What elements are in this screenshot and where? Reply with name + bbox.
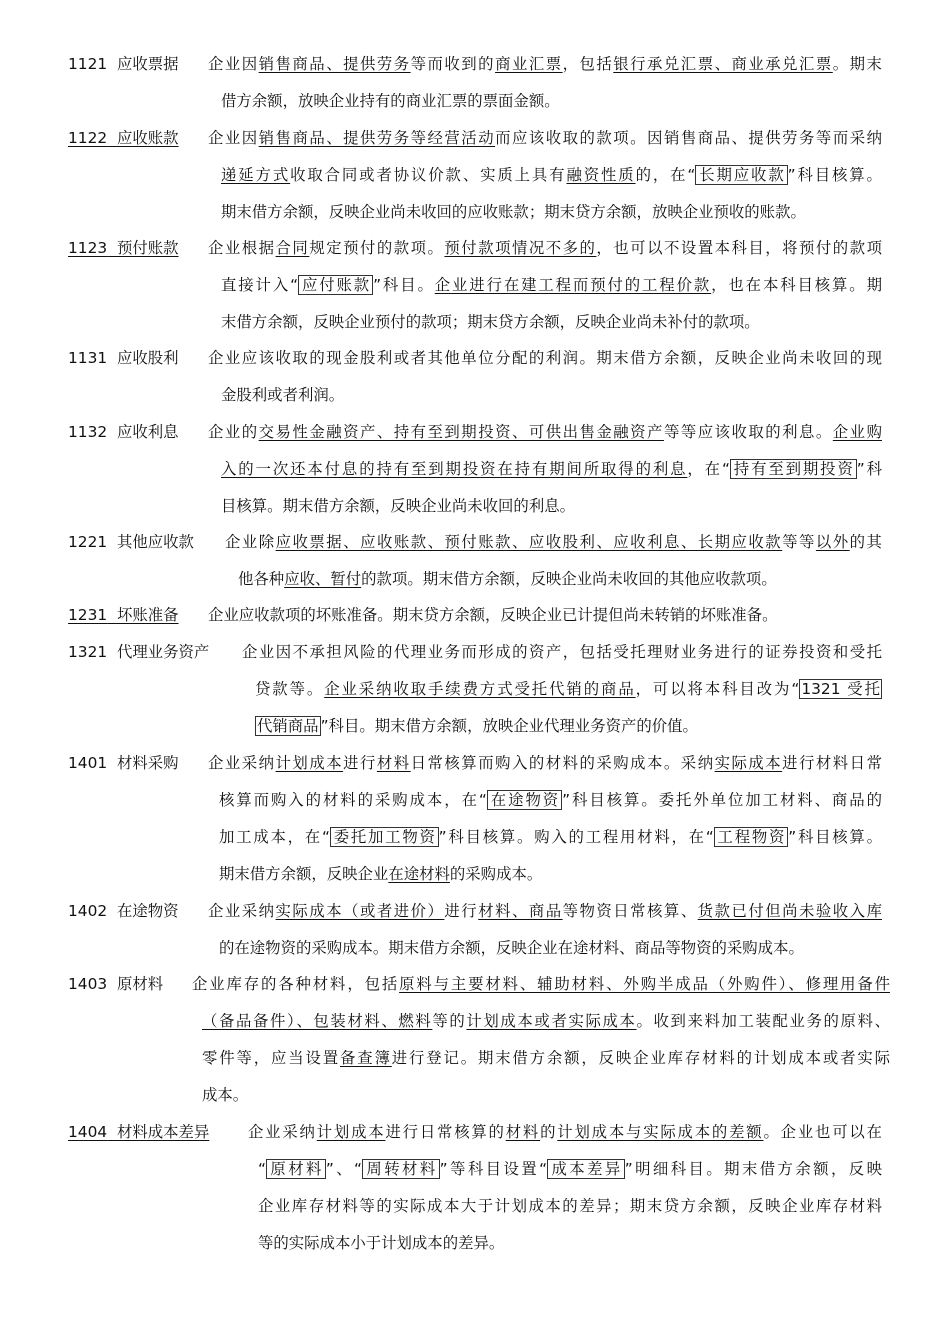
account-name: 其他应收款 [116,533,194,551]
underlined-term: 销售商品、提供劳务 [258,55,411,73]
underlined-term: 计划成本 [275,754,344,772]
account-name: 坏账准备 [116,606,179,624]
account-name: 预付账款 [116,239,179,257]
account-name: 应收股利 [116,349,179,367]
boxed-account-reference: 应付账款 [300,276,372,294]
boxed-account-reference: 委托加工物资 [331,828,437,846]
text-segment: 他各种 [238,570,285,588]
text-segment: 企业因不承担风险的代理业务而形成的资产，包括受托理财业务进行的证券投资和受托 [242,643,882,661]
description-line [255,716,698,736]
account-code: 1402 [68,902,108,920]
text-segment: 等而收到的 [410,55,496,73]
text-segment: ，包括 [562,55,614,73]
description-line [221,202,806,222]
account-code: 1121 [68,55,108,73]
account-code: 1401 [68,754,108,772]
text-segment: ”、“ [325,1160,362,1178]
text-segment: 规定预付的款项。 [309,239,445,257]
underlined-term: 计划成本与实际成本的差额 [557,1123,764,1141]
description-line [208,128,882,148]
text-segment: 的 [540,1123,558,1141]
description-line [238,569,777,589]
text-segment: ”明细科目。期末借方余额，反映 [624,1160,882,1178]
text-segment: 企业库存材料等的实际成本大于计划成本的差异；期末贷方余额，反映企业库存材料 [258,1197,882,1215]
account-name: 应收利息 [116,423,179,441]
account-code-and-name [68,753,179,773]
text-segment: 目核算。期末借方余额，反映企业尚未收回的利息。 [221,497,575,515]
account-code-and-name [68,1122,209,1142]
text-segment: 零件等，应当设置 [202,1049,340,1067]
underlined-term: 实际成本 [714,754,783,772]
boxed-account-reference: 成本差异 [549,1160,623,1178]
text-segment: ”科 [856,460,882,478]
account-code-and-name [68,422,179,442]
text-segment: 企业因 [208,129,259,147]
boxed-account-reference: 在途物资 [488,791,561,809]
description-line [219,864,542,884]
text-segment: 进行 [343,754,377,772]
text-segment: 企业采纳 [208,902,276,920]
text-segment: 进行 [444,902,479,920]
boxed-account-reference: 长期应收款 [697,166,786,184]
underlined-term: 材料 [505,1123,541,1141]
description-line [208,238,882,258]
description-line [258,1196,882,1216]
text-segment: 核算而购入的材料的采购成本，在“ [219,791,487,809]
account-code: 1321 [68,643,108,661]
text-segment: 的其 [849,533,882,551]
description-line [202,1011,890,1031]
description-line [221,385,344,405]
boxed-account-reference: 持有至到期投资 [731,460,855,478]
text-segment: 末借方余额，反映企业预付的款项；期末贷方余额，反映企业尚未补付的款项。 [221,313,760,331]
text-segment: 的在途物资的采购成本。期末借方余额，反映企业在途材料、商品等物资的采购成本。 [219,939,804,957]
underlined-term: 应收票据、应收账款、预付账款、应收股利、应收利息、长期应收款 [275,533,783,551]
underlined-term: （备品备件）、包装材料、燃料 [202,1012,433,1030]
description-line [258,1159,882,1179]
underlined-term: 以外 [815,533,850,551]
text-segment: 企业采纳 [248,1123,317,1141]
underlined-term: 应收、暂付 [284,570,362,588]
boxed-account-reference: 代销商品 [257,717,319,735]
account-name: 应收账款 [116,129,179,147]
underlined-term: 商业汇票 [495,55,563,73]
text-segment: ”科目。 [373,276,435,294]
text-segment: 等等应该收取的利息。 [663,423,833,441]
text-segment: 收取合同或者协议价款、实质上具有 [290,166,567,184]
account-code-and-name [68,605,179,625]
account-name: 代理业务资产 [116,643,210,661]
description-line [255,679,882,699]
description-line [208,605,777,625]
account-code-and-name [68,348,179,368]
text-segment: 企业除 [225,533,276,551]
account-code: 1221 [68,533,108,551]
text-segment: ，也在本科目核算。期 [711,276,882,294]
text-segment: 金股利或者利润。 [221,386,345,404]
account-name: 在途物资 [116,902,179,920]
account-name: 应收票据 [116,55,179,73]
underlined-term: 在途材料 [388,865,450,883]
account-code: 1132 [68,423,108,441]
text-segment: ，可以将本科目改为“ [635,680,800,698]
underlined-term: 材料 [376,754,411,772]
text-segment: 等等 [782,533,816,551]
description-line [221,496,575,516]
underlined-term: 银行承兑汇票、商业承兑汇票 [613,55,833,73]
description-line [202,1048,890,1068]
description-line [192,974,890,994]
description-line [219,938,804,958]
account-code: 1231 [68,606,108,624]
text-segment: 直接计入“ [221,276,299,294]
description-line [202,1085,248,1105]
description-line [242,642,882,662]
description-line [248,1122,882,1142]
account-name: 材料采购 [116,754,179,772]
text-segment: 。期末 [832,55,882,73]
description-line [208,348,882,368]
underlined-term: 预付款项情况不多的 [444,239,597,257]
text-segment: 企业因 [208,55,259,73]
underlined-term: 材料、商品 [478,902,563,920]
boxed-account-reference: 周转材料 [364,1160,438,1178]
text-segment: 企业库存的各种材料，包括 [192,975,400,993]
account-code-and-name [68,642,209,662]
text-segment: ，也可以不设置本科目，将预付的款项 [596,239,882,257]
text-segment: ”科目核算。 [788,828,882,846]
account-code: 1131 [68,349,108,367]
text-segment: 的采购成本。 [449,865,543,883]
text-segment: 成本。 [202,1086,249,1104]
text-segment: 进行材料日常 [782,754,882,772]
description-line [208,54,882,74]
account-code-and-name [68,128,179,148]
account-code-and-name [68,54,179,74]
text-segment: 等的实际成本小于计划成本的差异。 [258,1234,505,1252]
text-segment: 。企业也可以在 [763,1123,882,1141]
account-name: 材料成本差异 [116,1123,210,1141]
text-segment: 日常核算而购入的材料的采购成本。采纳 [410,754,715,772]
text-segment: ”等科目设置“ [439,1160,548,1178]
description-line [221,459,882,479]
underlined-term: 融资性质 [566,166,636,184]
description-line [258,1233,504,1253]
text-segment: 等物资日常核算、 [562,902,698,920]
description-line [208,753,882,773]
description-line [221,312,760,332]
description-line [208,422,882,442]
account-code-and-name [68,974,163,994]
account-code-and-name [68,532,194,552]
text-segment: 企业根据 [208,239,276,257]
account-code: 1123 [68,239,108,257]
text-segment: 企业采纳 [208,754,276,772]
underlined-term: 合同 [275,239,310,257]
underlined-term: 递延方式 [221,166,291,184]
text-segment: 企业应收款项的坏账准备。期末贷方余额，反映企业已计提但尚未转销的坏账准备。 [208,606,778,624]
text-segment: 。收到来料加工装配业务的原料、 [636,1012,890,1030]
account-name: 原材料 [116,975,164,993]
account-code-and-name [68,901,179,921]
account-code: 1403 [68,975,108,993]
text-segment: 进行登记。期末借方余额，反映企业库存材料的计划成本或者实际 [391,1049,890,1067]
text-segment: 企业的 [208,423,259,441]
description-line [219,827,882,847]
underlined-term: 备查簿 [339,1049,392,1067]
description-line [225,532,882,552]
text-segment: 期末借方余额，反映企业 [219,865,389,883]
text-segment: ”科目核算。委托外单位加工材料、商品的 [562,791,882,809]
description-line [219,790,882,810]
underlined-term: 企业进行在建工程而预付的工程价款 [434,276,712,294]
boxed-account-reference: 工程物资 [715,828,787,846]
description-line [221,275,882,295]
text-segment: ”科目核算。购入的工程用材料，在“ [438,828,714,846]
underlined-term: 销售商品、提供劳务等经营活动 [258,129,496,147]
text-segment: 期末借方余额，反映企业尚未收回的应收账款；期末贷方余额，放映企业预收的账款。 [221,203,806,221]
text-segment: 的款项。期末借方余额，反映企业尚未收回的其他应收款项。 [361,570,777,588]
text-segment: 加工成本，在“ [219,828,330,846]
text-segment: “ [258,1160,266,1178]
underlined-term: 原料与主要材料、辅助材料、外购半成品（外购件）、修理用备件 [399,975,890,993]
account-code-and-name [68,238,179,258]
underlined-term: 企业购 [832,423,882,441]
account-code: 1122 [68,129,108,147]
boxed-account-reference: 1321 受托 [801,680,880,698]
description-line [221,165,882,185]
boxed-account-reference: 原材料 [267,1160,324,1178]
text-segment: 企业应该收取的现金股利或者其他单位分配的利润。期末借方余额，反映企业尚未收回的现 [208,349,882,367]
text-segment: 等的 [432,1012,467,1030]
underlined-term: 交易性金融资产、持有至到期投资、可供出售金融资产 [258,423,664,441]
underlined-term: 入的一次还本付息的持有至到期投资在持有期间所取得的利息 [221,460,688,478]
text-segment: 的，在“ [635,166,696,184]
description-line [221,91,560,111]
account-code: 1404 [68,1123,108,1141]
text-segment: 借方余额，放映企业持有的商业汇票的票面金额。 [221,92,560,110]
text-segment: 进行日常核算的 [385,1123,506,1141]
underlined-term: 货款已付但尚未验收入库 [697,902,882,920]
text-segment: ，在“ [687,460,730,478]
text-segment: ”科目核算。 [787,166,882,184]
text-segment: 而应该收取的款项。因销售商品、提供劳务等而采纳 [495,129,882,147]
text-segment: ”科目。期末借方余额，放映企业代理业务资产的价值。 [320,717,698,735]
text-segment: 贷款等。 [255,680,325,698]
underlined-term: 计划成本或者实际成本 [466,1012,637,1030]
underlined-term: 实际成本（或者进价） [275,902,445,920]
underlined-term: 企业采纳收取手续费方式受托代销的商品 [324,680,636,698]
underlined-term: 计划成本 [316,1123,386,1141]
description-line [208,901,882,921]
